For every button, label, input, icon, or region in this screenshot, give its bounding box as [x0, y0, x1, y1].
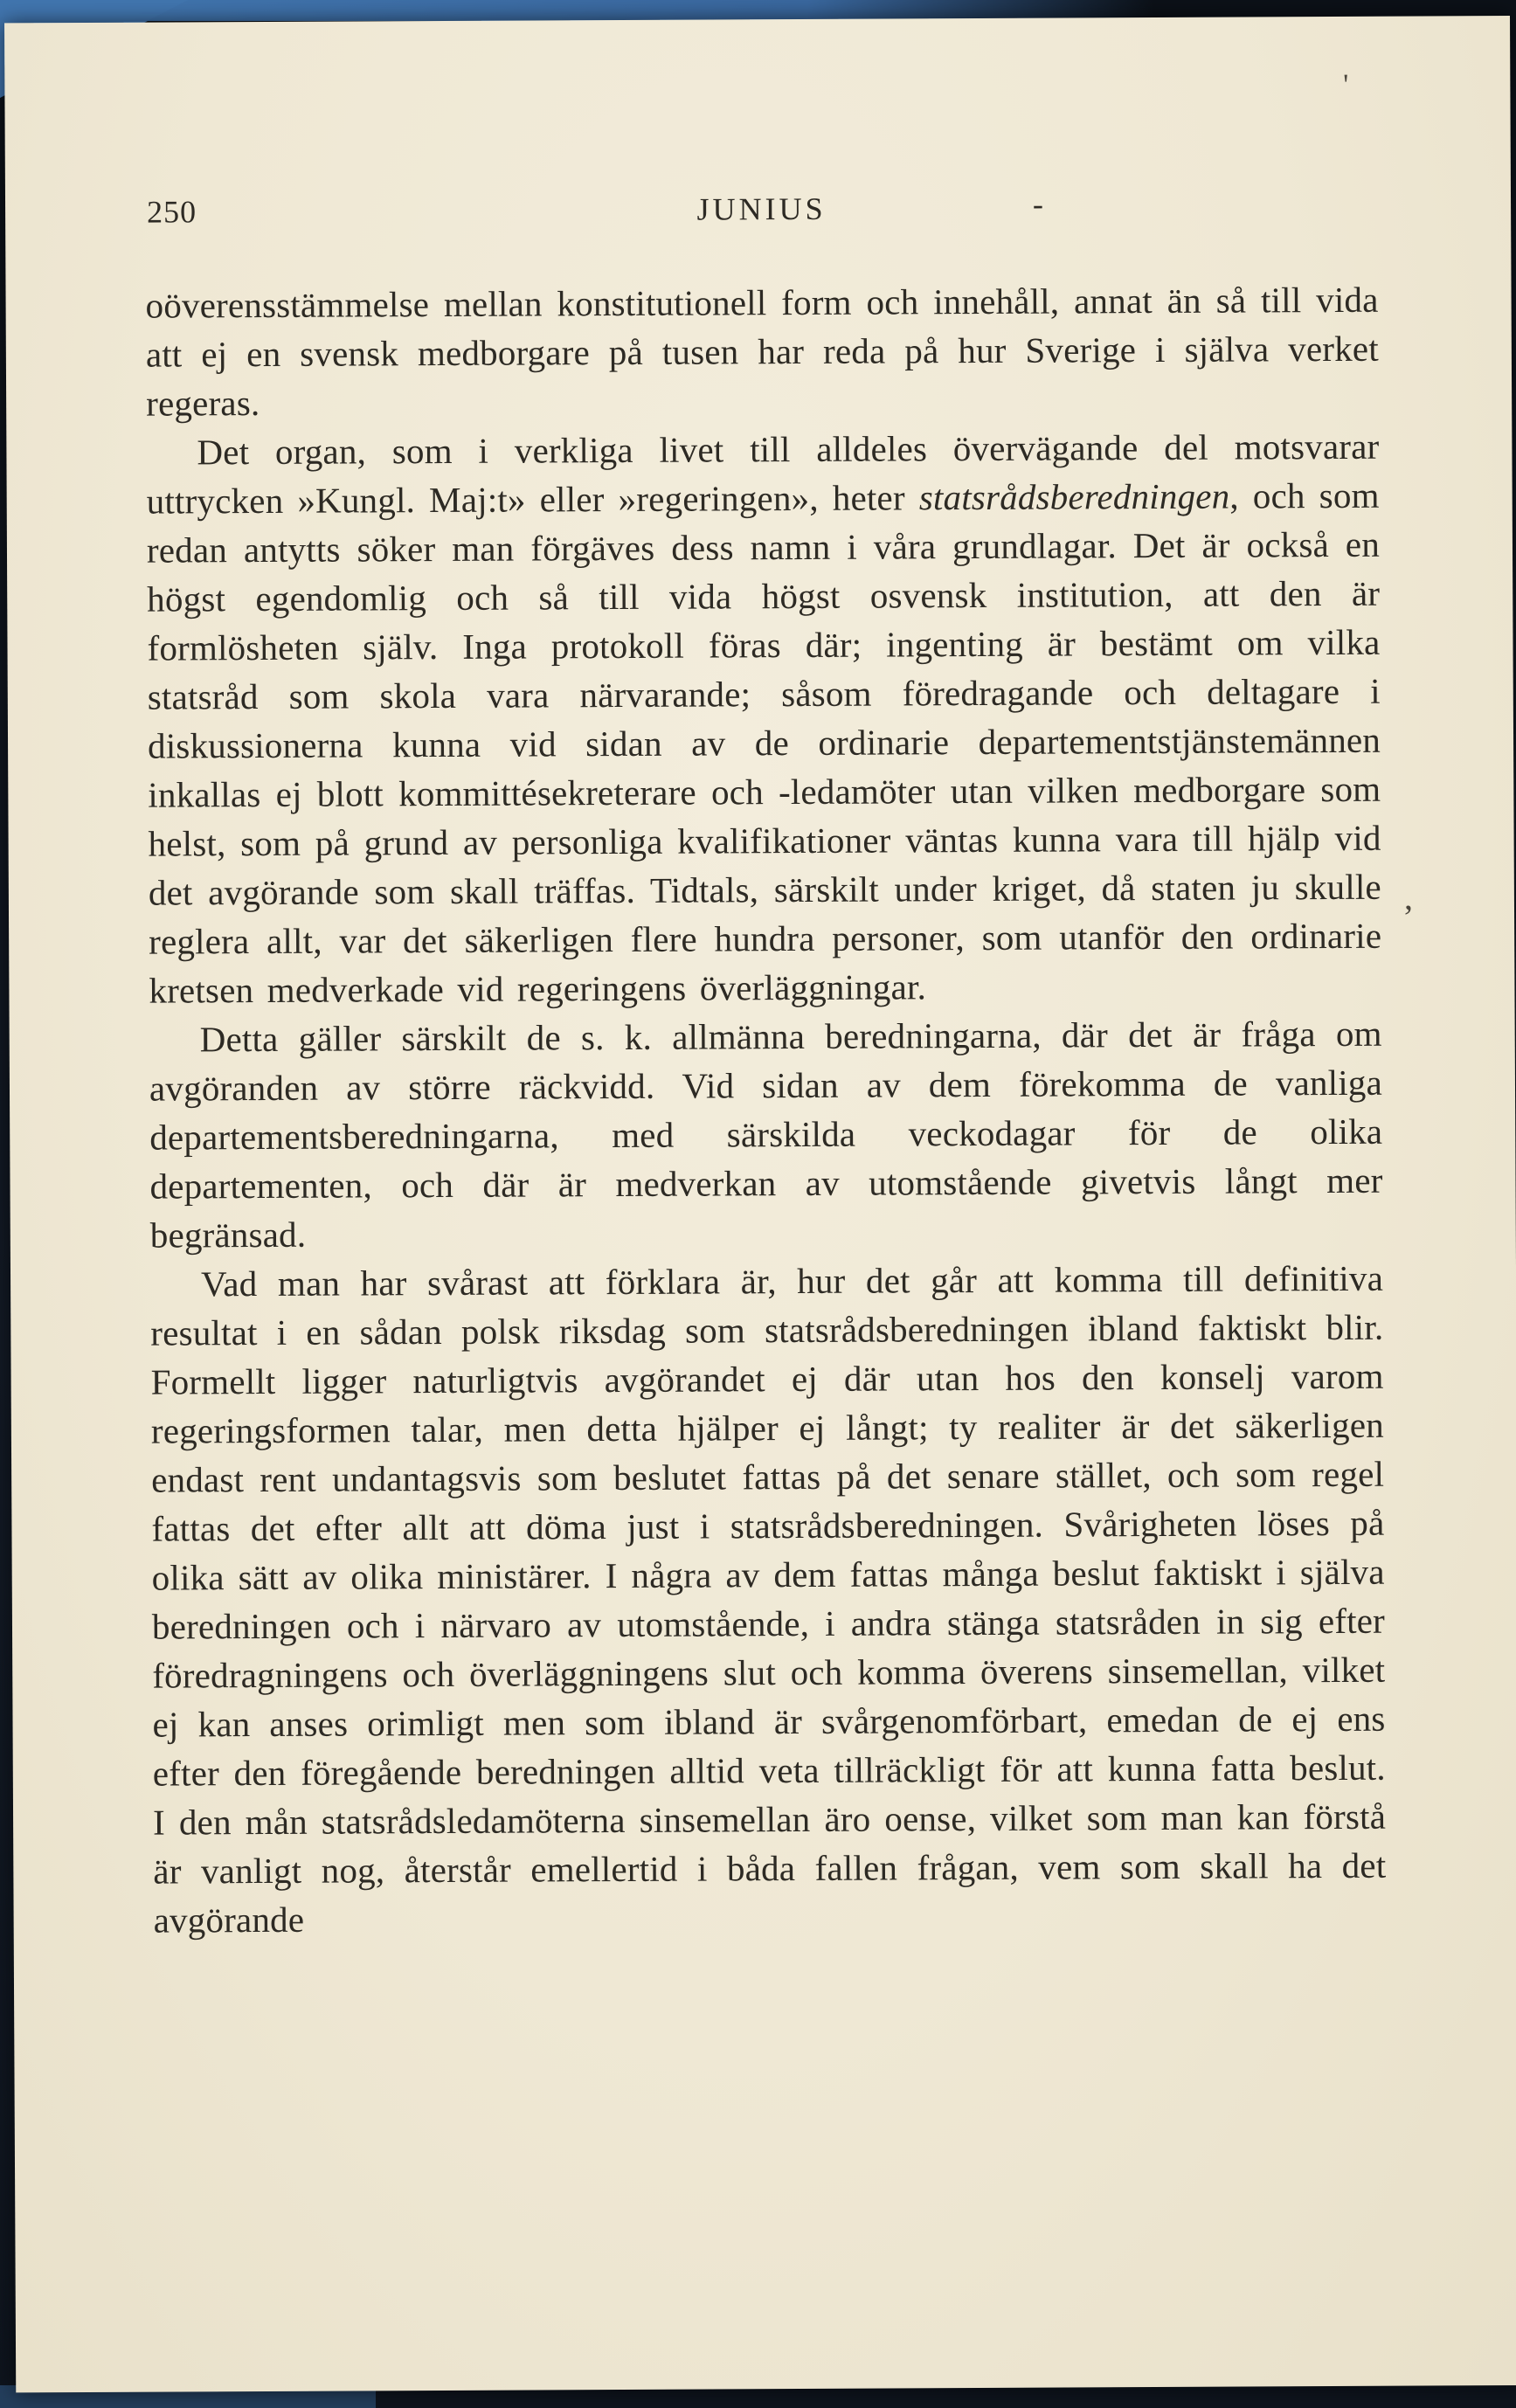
italic-term-statsradsberedningen: statsrådsberedningen: [918, 475, 1230, 518]
stray-mark-right-margin: ,: [1403, 877, 1414, 917]
running-title: JUNIUS: [696, 190, 827, 227]
paragraph-3: [149, 1009, 1383, 1260]
paragraph-text: , och som redan antytts söker man förgäves dess namn i våra grundlagar. Det är också en högst egendomlig och så till vida högst osvensk institution, att den är formlösheten själv. Inga protokoll föras där; ingenting är bestämt om vilka statsråd som skola vara närvarande; såsom föredragande och deltagare i diskussionerna kunna vid sidan av de ordinarie departementstjänstemännen inkallas ej blott kommittésekreterare och -ledamöter utan vilken medborgare som helst, som på grund av personliga kvalifikationer väntas kunna vara till hjälp vid det avgörande som skall träffas. Tidtals, särskilt under kriget, då staten ju skulle reglera allt, var det säkerligen flere hundra personer, som utanför den ordinarie kretsen medverkade vid regeringens överläggningar.: [146, 474, 1382, 1011]
page-body: [145, 275, 1386, 1945]
stray-dash: -: [1032, 186, 1045, 222]
page-number: 250: [146, 194, 197, 230]
paragraph-2: [146, 422, 1381, 1015]
paragraph-text: Detta gäller särskilt de s. k. allmänna beredningarna, där det är fråga om avgöranden av större räckvidd. Vid sidan av dem förekomma de vanliga departementsberedningarna, med särskilda veckodagar för de olika departementen, och där är medverkan av utomstående givetvis långt mer begränsad.: [149, 1013, 1383, 1256]
stray-mark-top-right: ': [1343, 68, 1349, 101]
paragraph-text: Vad man har svårast att förklara är, hur det går att komma till definitiva resultat i en sådan polsk riksdag som statsrådsberedningen ibland faktiskt blir. Formellt ligger naturligtvis avgörandet ej där utan hos den konselj varom regeringsformen talar, men detta hjälper ej långt; ty realiter är det säkerligen endast rent undantagsvis som beslutet fattas på det senare stället, och som regel fattas det efter allt att döma just i statsrådsberedningen. Svårigheten löses på olika sätt av olika ministärer. I några av dem fattas många beslut faktiskt i själva beredningen och i närvaro av utomstående, i andra stänga statsråden in sig efter föredragningens och överläggningens slut och komma överens sinsemellan, vilket ej kan anses orimligt men som ibland är svårgenomförbart, emedan de ej ens efter den föregående beredningen alltid veta tillräckligt för att kunna fatta beslut. I den mån statsrådsledamöterna sinsemellan äro oense, vilket som man kan förstå är vanligt nog, återstår emellertid i båda fallen frågan, vem som skall ha det avgörande: [150, 1257, 1387, 1941]
paragraph-text: oöverensstämmelse mellan konstitutionell form och innehåll, annat än så till vida att ej en svensk medborgare på tusen har reda på hur Sverige i själva verket regeras.: [145, 279, 1379, 424]
paragraph-1: [145, 275, 1379, 428]
running-header: [145, 188, 1378, 236]
paragraph-text: Det organ, som i verkliga livet till alldeles övervägande del motsvarar uttrycken »Kungl. Maj:t» eller »regeringen», heter: [146, 426, 1380, 522]
paragraph-4: [150, 1254, 1387, 1945]
book-page: [4, 16, 1516, 2392]
page-text-block: [145, 188, 1387, 1945]
